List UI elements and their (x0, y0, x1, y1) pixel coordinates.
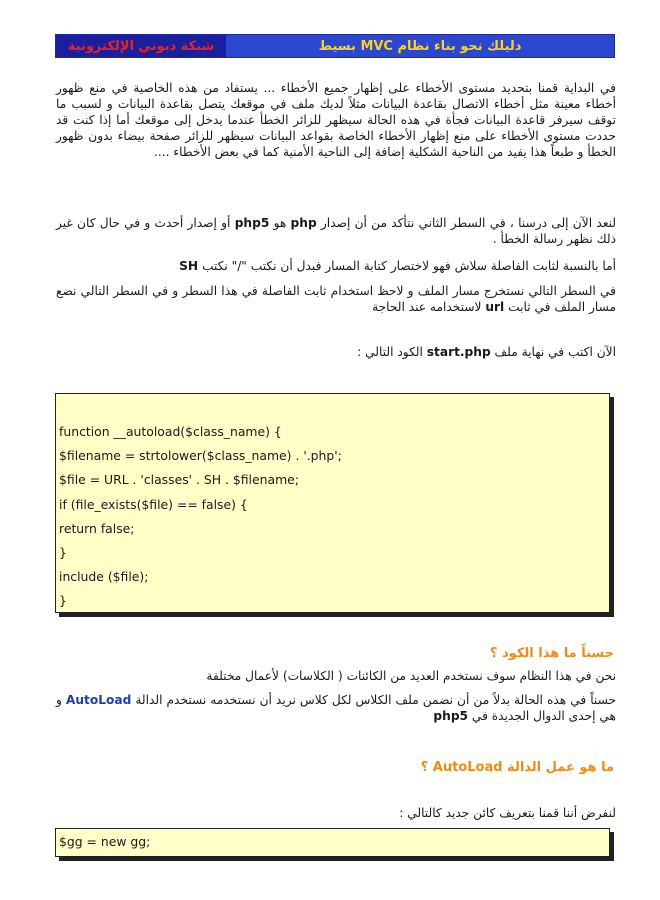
section-heading-what-is-code: حسناً ما هذا الكود ؟ (489, 646, 614, 661)
paragraph-file-path: في السطر التالي نستخرج مسار الملف و لاحظ استخدام ثابت الفاصلة في هذا السطر و في السطر التالي نضع مسار الملف في ثابت url لاستخدامه عند الحاجة (56, 284, 616, 314)
header-title: دليلك نحو بناء نظام MVC بسيط (226, 35, 614, 57)
code-line: include ($file); (59, 569, 149, 585)
section-heading-autoload-function: ما هو عمل الدالة AutoLoad ؟ (420, 760, 614, 775)
paragraph-php-version: لنعد الآن إلى درسنا ، في السطر الثاني نتأكد من أن إصدار php هو php5 أو إصدار أحدث و في حال كان غير ذلك نظهر رسالة الخطأ . (56, 216, 616, 246)
code-line: $filename = strtolower($class_name) . '.php'; (59, 448, 342, 464)
paragraph-error-levels: في البداية قمنا بتحديد مستوى الأخطاء على إظهار جميع الأخطاء ... يستفاد من هذه الخاصية في منع ظهور أخطاء معينة مثل أخطاء الاتصال بقاعدة البيانات مثلاً لديك ملف في موقعك يتصل بقاعدة البيانات و لسبب ما توقف سيرفر قاعدة البيانات فجأة في هذه الحالة سيظهر للزائر الخطأ عندما يدخل إلى موقعك أما إذا كنت قد حددت مستوى الأخطاء على منع إظهار الأخطاء الخاصة بقواعد البيانات سيظهر للزائر صفحة بيضاء بدون ظهور الخطأ و طبعاً هذا يفيد من الناحية الشكلية إضافة إلى الناحية الأمنية كما في بعض الأخطاء .... (56, 81, 616, 159)
paragraph-autoload: حسناً في هذه الحالة بدلاً من أن نضمن ملف الكلاس لكل كلاس نريد أن نستخدمه نستخدم الدالة AutoLoad و هي إحدى الدوال الجديدة في php5 (56, 693, 617, 723)
code-line: function __autoload($class_name) { (59, 424, 282, 439)
code-block-autoload (55, 393, 610, 613)
document-header (55, 34, 615, 58)
code-line: } (59, 593, 67, 609)
paragraph-objects: نحن في هذا النظام سوف نستخدم العديد من الكائنات ( الكلاسات) لأعمال مختلفة (206, 669, 616, 683)
paragraph-write-code: الآن اكتب في نهاية ملف start.php الكود التالي : (357, 345, 616, 359)
code-line: $file = URL . 'classes' . SH . $filename; (59, 472, 299, 488)
code-block-new-object: $gg = new gg; (55, 828, 610, 857)
paragraph-new-object: لنفرض أننا قمنا بتعريف كائن جديد كالتالي : (399, 806, 616, 820)
paragraph-slash-constant: أما بالنسبة لثابت الفاصلة سلاش فهو لاختصار كتابة المسار فبدل أن نكتب "/" نكتب SH (179, 259, 616, 273)
code-line: if (file_exists($file) == false) { (59, 496, 248, 512)
header-site-name: شبكة دبوني الإلكترونية (56, 35, 226, 57)
code-line: return false; (59, 520, 135, 536)
code-line: } (59, 544, 67, 560)
